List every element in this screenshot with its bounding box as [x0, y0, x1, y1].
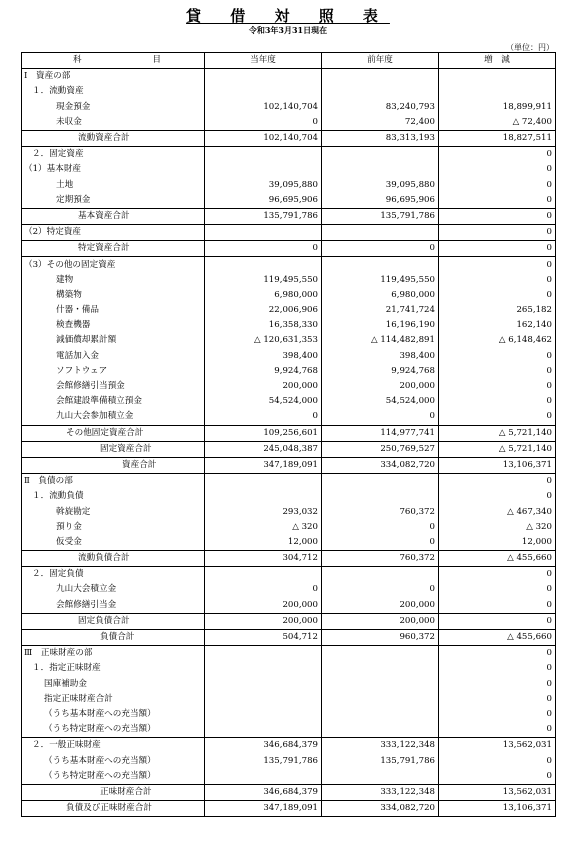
change-value: △ 455,660 — [439, 551, 556, 567]
current-value: 135,791,786 — [205, 753, 322, 768]
table-row — [22, 692, 556, 707]
change-value: 0 — [439, 273, 556, 288]
table-row — [22, 84, 556, 99]
table-row — [22, 425, 556, 441]
row-label: （うち基本財産への充当額） — [22, 707, 205, 722]
table-row — [22, 349, 556, 364]
table-row — [22, 178, 556, 193]
row-label: 未収金 — [22, 115, 205, 131]
previous-value: 9,924,768 — [322, 364, 439, 379]
previous-value — [322, 257, 439, 273]
change-value: 18,899,911 — [439, 100, 556, 115]
subject-header-right: 目 — [152, 55, 161, 66]
current-value — [205, 661, 322, 676]
row-label: 預り金 — [22, 520, 205, 535]
current-year-header: 当年度 — [205, 53, 322, 69]
current-value: 347,189,091 — [205, 801, 322, 817]
previous-value: 83,240,793 — [322, 100, 439, 115]
current-value — [205, 722, 322, 738]
current-value: 102,140,704 — [205, 130, 322, 146]
current-value — [205, 567, 322, 583]
previous-value: 200,000 — [322, 379, 439, 394]
table-row — [22, 130, 556, 146]
row-label: 指定正味財産合計 — [22, 692, 205, 707]
row-label: （2）特定資産 — [22, 225, 205, 241]
table-row — [22, 303, 556, 318]
row-label: 土地 — [22, 178, 205, 193]
change-value: △ 72,400 — [439, 115, 556, 131]
current-value: 293,032 — [205, 504, 322, 519]
document-title: 貸 借 対 照 表 — [186, 7, 390, 25]
table-row — [22, 379, 556, 394]
previous-value — [322, 162, 439, 177]
row-label: 減価償却累計額 — [22, 333, 205, 348]
row-label: 会館建設準備積立預金 — [22, 394, 205, 409]
row-label: （うち特定財産への充当額） — [22, 722, 205, 738]
previous-value: 96,695,906 — [322, 193, 439, 209]
table-row — [22, 520, 556, 535]
change-value: 0 — [439, 241, 556, 257]
previous-value: 0 — [322, 409, 439, 425]
row-label: 負債合計 — [22, 629, 205, 645]
current-value: 39,095,880 — [205, 178, 322, 193]
change-value: 0 — [439, 661, 556, 676]
table-row — [22, 738, 556, 754]
current-value — [205, 69, 322, 85]
row-label: 会館修繕引当金 — [22, 598, 205, 614]
row-label: Ⅲ 正味財産の部 — [22, 646, 205, 662]
change-value: 13,106,371 — [439, 801, 556, 817]
row-label: 電話加入金 — [22, 349, 205, 364]
change-value: △ 5,721,140 — [439, 425, 556, 441]
table-row — [22, 474, 556, 490]
change-value: 0 — [439, 613, 556, 629]
change-value: 0 — [439, 178, 556, 193]
change-value: 0 — [439, 225, 556, 241]
table-row — [22, 69, 556, 85]
change-value: △ 6,148,462 — [439, 333, 556, 348]
previous-value — [322, 474, 439, 490]
current-value: 102,140,704 — [205, 100, 322, 115]
previous-value: 0 — [322, 520, 439, 535]
balance-sheet-table — [21, 52, 556, 817]
change-value: 13,562,031 — [439, 784, 556, 800]
row-label: ソフトウェア — [22, 364, 205, 379]
change-value: 0 — [439, 409, 556, 425]
change-value: △ 455,660 — [439, 629, 556, 645]
table-row — [22, 441, 556, 457]
previous-value — [322, 84, 439, 99]
row-label: 九山大会積立金 — [22, 582, 205, 597]
current-value — [205, 84, 322, 99]
change-value: △ 320 — [439, 520, 556, 535]
table-row — [22, 208, 556, 224]
previous-value: 39,095,880 — [322, 178, 439, 193]
current-value — [205, 162, 322, 177]
row-label: ２．固定負債 — [22, 567, 205, 583]
current-value: △ 120,631,353 — [205, 333, 322, 348]
row-label: 固定資産合計 — [22, 441, 205, 457]
row-label: 基本資産合計 — [22, 208, 205, 224]
current-value — [205, 677, 322, 692]
change-value: 0 — [439, 288, 556, 303]
change-value: 0 — [439, 692, 556, 707]
row-label: 検査機器 — [22, 318, 205, 333]
change-value: 0 — [439, 379, 556, 394]
table-row — [22, 646, 556, 662]
current-value: 200,000 — [205, 379, 322, 394]
current-value: 6,980,000 — [205, 288, 322, 303]
current-value: 96,695,906 — [205, 193, 322, 209]
current-value: 9,924,768 — [205, 364, 322, 379]
row-label: ２．固定資産 — [22, 147, 205, 163]
current-value: 200,000 — [205, 598, 322, 614]
row-label: Ⅰ 資産の部 — [22, 69, 205, 85]
row-label: （うち基本財産への充当額） — [22, 753, 205, 768]
previous-value — [322, 677, 439, 692]
row-label: 構築物 — [22, 288, 205, 303]
row-label: その他固定資産合計 — [22, 425, 205, 441]
change-value: 0 — [439, 257, 556, 273]
current-value — [205, 692, 322, 707]
row-label: 流動負債合計 — [22, 551, 205, 567]
previous-value: 0 — [322, 241, 439, 257]
table-row — [22, 394, 556, 409]
current-value: 504,712 — [205, 629, 322, 645]
previous-value — [322, 646, 439, 662]
current-value: 109,256,601 — [205, 425, 322, 441]
table-row — [22, 801, 556, 817]
table-row — [22, 598, 556, 614]
table-row — [22, 769, 556, 785]
table-row — [22, 722, 556, 738]
current-value: 22,006,906 — [205, 303, 322, 318]
row-label: 九山大会参加積立金 — [22, 409, 205, 425]
table-row — [22, 409, 556, 425]
previous-value — [322, 489, 439, 504]
row-label: 流動資産合計 — [22, 130, 205, 146]
previous-value: 0 — [322, 535, 439, 551]
change-header: 増 減 — [439, 53, 556, 69]
previous-value — [322, 707, 439, 722]
change-value: 162,140 — [439, 318, 556, 333]
current-value — [205, 147, 322, 163]
current-value — [205, 646, 322, 662]
table-row — [22, 504, 556, 519]
change-value: 0 — [439, 364, 556, 379]
current-value — [205, 225, 322, 241]
current-value: 200,000 — [205, 613, 322, 629]
current-value: 135,791,786 — [205, 208, 322, 224]
current-value: 0 — [205, 409, 322, 425]
unit-label: （単位：円） — [506, 43, 554, 52]
change-value: 12,000 — [439, 535, 556, 551]
previous-value: 250,769,527 — [322, 441, 439, 457]
report-date: 令和3年3月31日現在 — [248, 25, 328, 35]
change-value: 0 — [439, 582, 556, 597]
change-value: 13,562,031 — [439, 738, 556, 754]
row-label: 特定資産合計 — [22, 241, 205, 257]
table-row — [22, 147, 556, 163]
current-value — [205, 257, 322, 273]
row-label: 正味財産合計 — [22, 784, 205, 800]
row-label: 固定負債合計 — [22, 613, 205, 629]
table-row — [22, 551, 556, 567]
current-value: 304,712 — [205, 551, 322, 567]
table-row — [22, 661, 556, 676]
row-label: （3）その他の固定資産 — [22, 257, 205, 273]
previous-value: 398,400 — [322, 349, 439, 364]
change-value: 0 — [439, 349, 556, 364]
previous-value: 6,980,000 — [322, 288, 439, 303]
previous-value: 960,372 — [322, 629, 439, 645]
table-row — [22, 241, 556, 257]
previous-value: 83,313,193 — [322, 130, 439, 146]
previous-value — [322, 567, 439, 583]
table-row — [22, 753, 556, 768]
previous-value: 334,082,720 — [322, 457, 439, 473]
subject-header — [22, 53, 205, 69]
change-value: 0 — [439, 722, 556, 738]
row-label: Ⅱ 負債の部 — [22, 474, 205, 490]
change-value: 0 — [439, 598, 556, 614]
row-label: 仮受金 — [22, 535, 205, 551]
current-value: 12,000 — [205, 535, 322, 551]
change-value: △ 5,721,140 — [439, 441, 556, 457]
table-row — [22, 567, 556, 583]
previous-value — [322, 722, 439, 738]
current-value — [205, 769, 322, 785]
change-value: 0 — [439, 208, 556, 224]
change-value: △ 467,340 — [439, 504, 556, 519]
previous-value: 119,495,550 — [322, 273, 439, 288]
change-value: 0 — [439, 489, 556, 504]
table-row — [22, 257, 556, 273]
previous-value: 0 — [322, 582, 439, 597]
change-value: 18,827,511 — [439, 130, 556, 146]
change-value: 0 — [439, 147, 556, 163]
table-row — [22, 225, 556, 241]
table-row — [22, 613, 556, 629]
row-label: 負債及び正味財産合計 — [22, 801, 205, 817]
current-value: 398,400 — [205, 349, 322, 364]
table-row — [22, 707, 556, 722]
row-label: （1）基本財産 — [22, 162, 205, 177]
previous-value: 760,372 — [322, 551, 439, 567]
previous-value: 135,791,786 — [322, 753, 439, 768]
previous-value: 21,741,724 — [322, 303, 439, 318]
table-row — [22, 318, 556, 333]
change-value — [439, 69, 556, 85]
current-value: 346,684,379 — [205, 738, 322, 754]
previous-value: 135,791,786 — [322, 208, 439, 224]
table-row — [22, 677, 556, 692]
table-row — [22, 162, 556, 177]
row-label: 現金預金 — [22, 100, 205, 115]
table-row — [22, 273, 556, 288]
row-label: 国庫補助金 — [22, 677, 205, 692]
table-body — [22, 69, 556, 817]
change-value — [439, 84, 556, 99]
previous-value: 54,524,000 — [322, 394, 439, 409]
previous-value: 334,082,720 — [322, 801, 439, 817]
row-label: 定期預金 — [22, 193, 205, 209]
previous-value: 333,122,348 — [322, 738, 439, 754]
table-row — [22, 489, 556, 504]
current-value — [205, 474, 322, 490]
previous-value: 200,000 — [322, 613, 439, 629]
change-value: 0 — [439, 394, 556, 409]
current-value — [205, 489, 322, 504]
row-label: 斡旋勘定 — [22, 504, 205, 519]
change-value: 0 — [439, 753, 556, 768]
change-value: 0 — [439, 677, 556, 692]
change-value: 13,106,371 — [439, 457, 556, 473]
change-value: 0 — [439, 567, 556, 583]
previous-value — [322, 692, 439, 707]
previous-value: △ 114,482,891 — [322, 333, 439, 348]
table-row — [22, 784, 556, 800]
change-value: 0 — [439, 193, 556, 209]
current-value: 347,189,091 — [205, 457, 322, 473]
row-label: １．流動資産 — [22, 84, 205, 99]
change-value: 0 — [439, 769, 556, 785]
row-label: ２．一般正味財産 — [22, 738, 205, 754]
table-row — [22, 582, 556, 597]
table-row — [22, 457, 556, 473]
current-value: 0 — [205, 115, 322, 131]
row-label: １．指定正味財産 — [22, 661, 205, 676]
change-value: 0 — [439, 162, 556, 177]
previous-value — [322, 225, 439, 241]
row-label: 建物 — [22, 273, 205, 288]
previous-value — [322, 661, 439, 676]
change-value: 0 — [439, 707, 556, 722]
table-row — [22, 629, 556, 645]
subject-header-left: 科 — [73, 55, 82, 66]
table-row — [22, 535, 556, 551]
previous-value — [322, 769, 439, 785]
previous-value: 333,122,348 — [322, 784, 439, 800]
table-row — [22, 193, 556, 209]
table-row — [22, 333, 556, 348]
current-value — [205, 707, 322, 722]
row-label: 会館修繕引当預金 — [22, 379, 205, 394]
current-value: 346,684,379 — [205, 784, 322, 800]
previous-value: 114,977,741 — [322, 425, 439, 441]
previous-year-header: 前年度 — [322, 53, 439, 69]
table-header-row — [22, 53, 556, 69]
change-value: 0 — [439, 646, 556, 662]
table-row — [22, 288, 556, 303]
current-value: 119,495,550 — [205, 273, 322, 288]
previous-value — [322, 69, 439, 85]
table-row — [22, 364, 556, 379]
row-label: １．流動負債 — [22, 489, 205, 504]
change-value: 265,182 — [439, 303, 556, 318]
row-label: 資産合計 — [22, 457, 205, 473]
row-label: （うち特定財産への充当額） — [22, 769, 205, 785]
table-row — [22, 115, 556, 131]
current-value: 245,048,387 — [205, 441, 322, 457]
table-row — [22, 100, 556, 115]
current-value: 0 — [205, 582, 322, 597]
previous-value: 200,000 — [322, 598, 439, 614]
previous-value — [322, 147, 439, 163]
current-value: △ 320 — [205, 520, 322, 535]
row-label: 什器・備品 — [22, 303, 205, 318]
current-value: 0 — [205, 241, 322, 257]
previous-value: 760,372 — [322, 504, 439, 519]
previous-value: 72,400 — [322, 115, 439, 131]
previous-value: 16,196,190 — [322, 318, 439, 333]
change-value: 0 — [439, 474, 556, 490]
current-value: 54,524,000 — [205, 394, 322, 409]
current-value: 16,358,330 — [205, 318, 322, 333]
